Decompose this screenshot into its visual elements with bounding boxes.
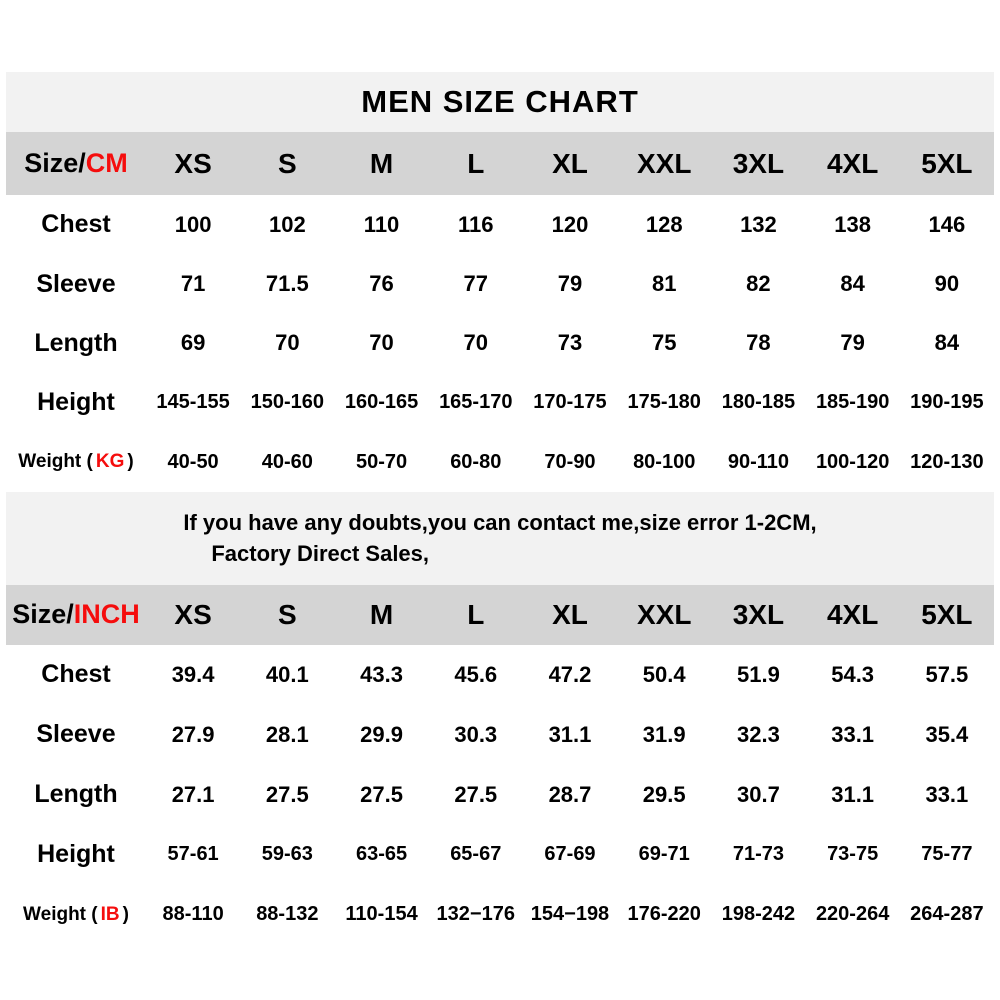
chart-title-band [6, 72, 994, 132]
table-cell: 50-70 [355, 450, 408, 473]
ib-unit-label: IB [100, 903, 120, 925]
table-cell: 165-170 [439, 391, 513, 414]
table-cell: 57.5 [925, 661, 969, 687]
table-row-height-inch [6, 825, 994, 885]
table-cell: 220-264 [815, 903, 890, 926]
column-header-xl: XL [523, 132, 617, 195]
table-cell: 40-50 [167, 450, 219, 473]
table-row-chest-cm [6, 195, 994, 254]
column-header-3xl: 3XL [711, 132, 805, 195]
row-label-weight-ib [6, 885, 146, 945]
table-cell: 29.5 [642, 781, 686, 807]
table-cell: 50.4 [642, 661, 686, 687]
row-label-sleeve: Sleeve [36, 269, 116, 298]
table-cell: 175-180 [627, 391, 701, 414]
table-cell: 71.5 [265, 271, 309, 297]
table-cell: 84 [840, 271, 865, 297]
table-row-weight-ib [6, 885, 994, 945]
table-cell: 264-287 [910, 903, 984, 926]
column-header-xxl: XXL [617, 585, 711, 645]
table-cell: 160-165 [344, 391, 419, 414]
table-cell: 100-120 [815, 450, 890, 473]
table-cell: 170-175 [533, 391, 607, 414]
column-header-5xl: 5XL [900, 132, 994, 195]
table-cell: 43.3 [360, 661, 403, 687]
table-cell: 120 [551, 211, 589, 237]
inch-unit-header [6, 585, 146, 645]
column-header-xxl: XXL [617, 132, 711, 195]
table-row-chest-inch [6, 645, 994, 705]
table-cell: 27.9 [171, 721, 215, 747]
table-cell: 79 [557, 271, 583, 297]
table-cell: 82 [746, 271, 771, 297]
table-cell: 63-65 [355, 843, 408, 866]
table-cell: 185-190 [815, 391, 890, 414]
table-cell: 71 [180, 271, 206, 297]
table-cell: 65-67 [450, 843, 502, 866]
column-header-l: L [429, 585, 523, 645]
column-header-m: M [334, 585, 428, 645]
table-cell: 150-160 [250, 391, 325, 414]
table-cell: 138 [834, 211, 871, 237]
table-cell: 47.2 [548, 661, 592, 687]
table-cell: 54.3 [831, 661, 875, 687]
weight-label-text: Weight ( [18, 451, 93, 473]
cm-unit-header [6, 132, 146, 195]
page-title: MEN SIZE CHART [361, 84, 639, 119]
row-label-weight-kg [6, 433, 146, 492]
table-cell: 110 [363, 211, 400, 237]
column-header-5xl: 5XL [900, 585, 994, 645]
inch-header-row [6, 585, 994, 645]
table-cell: 132−176 [436, 903, 515, 926]
table-cell: 30.7 [737, 781, 780, 807]
column-header-s: S [240, 585, 334, 645]
table-cell: 81 [651, 271, 677, 297]
row-label-height: Height [37, 388, 115, 417]
row-label-sleeve: Sleeve [36, 720, 116, 749]
note-line-2: Factory Direct Sales, [211, 541, 430, 567]
table-cell: 190-195 [910, 391, 984, 414]
row-label-height: Height [37, 840, 115, 869]
table-cell: 31.1 [548, 721, 592, 747]
table-cell: 84 [934, 330, 960, 356]
table-cell: 110-154 [345, 903, 418, 926]
table-cell: 27.5 [265, 781, 309, 807]
table-cell: 59-63 [261, 843, 313, 866]
table-cell: 132 [740, 211, 777, 237]
table-cell: 180-185 [721, 391, 796, 414]
table-cell: 39.4 [171, 661, 215, 687]
column-header-xs: XS [146, 585, 240, 645]
table-cell: 60-80 [450, 450, 502, 473]
table-cell: 80-100 [633, 450, 696, 473]
top-margin [0, 0, 1000, 72]
table-row-length-inch [6, 765, 994, 825]
inch-size-table [6, 585, 994, 945]
column-header-4xl: 4XL [806, 132, 900, 195]
size-label-text: Size/ [12, 599, 74, 630]
table-cell: 90-110 [727, 450, 789, 473]
row-label-length: Length [34, 328, 118, 357]
column-header-m: M [334, 132, 428, 195]
table-cell: 176-220 [627, 903, 701, 926]
table-cell: 71-73 [732, 843, 784, 866]
note-band [6, 492, 994, 585]
table-cell: 28.7 [548, 781, 592, 807]
table-cell: 128 [645, 211, 683, 237]
weight-label-close: ) [122, 903, 129, 925]
table-row-sleeve-inch [6, 705, 994, 765]
table-cell: 77 [463, 271, 488, 297]
table-cell: 51.9 [737, 661, 780, 687]
table-cell: 29.9 [360, 721, 403, 747]
table-cell: 67-69 [544, 843, 596, 866]
table-cell: 116 [458, 211, 494, 237]
table-cell: 27.5 [454, 781, 498, 807]
table-cell: 75-77 [921, 843, 973, 866]
table-row-height-cm [6, 373, 994, 432]
table-cell: 31.9 [642, 721, 686, 747]
cm-header-row [6, 132, 994, 195]
kg-unit-label: KG [95, 451, 125, 473]
table-cell: 145-155 [156, 391, 230, 414]
table-cell: 79 [840, 330, 865, 356]
table-cell: 28.1 [265, 721, 309, 747]
table-cell: 73-75 [827, 843, 879, 866]
table-cell: 70 [275, 330, 300, 356]
note-line-1: If you have any doubts,you can contact me,size error 1-2CM, [183, 510, 817, 536]
table-cell: 33.1 [831, 721, 875, 747]
table-cell: 100 [174, 211, 212, 237]
cm-unit-label: CM [85, 148, 128, 178]
table-cell: 27.1 [171, 781, 215, 807]
table-cell: 45.6 [454, 661, 498, 687]
table-cell: 32.3 [737, 721, 780, 747]
column-header-xs: XS [146, 132, 240, 195]
row-label-chest: Chest [41, 660, 111, 689]
table-row-sleeve-cm [6, 254, 994, 313]
table-cell: 90 [934, 271, 960, 297]
row-label-length: Length [34, 780, 118, 809]
table-cell: 146 [928, 211, 966, 237]
table-cell: 70-90 [544, 450, 596, 473]
table-cell: 88-110 [162, 903, 224, 926]
size-label-text: Size/ [24, 148, 86, 178]
table-cell: 40.1 [265, 661, 309, 687]
column-header-s: S [240, 132, 334, 195]
weight-label-close: ) [127, 451, 134, 473]
table-cell: 73 [557, 330, 583, 356]
column-header-xl: XL [523, 585, 617, 645]
column-header-l: L [429, 132, 523, 195]
table-cell: 76 [369, 271, 394, 297]
column-header-3xl: 3XL [711, 585, 805, 645]
row-label-chest: Chest [41, 210, 111, 239]
table-cell: 57-61 [167, 843, 219, 866]
table-row-weight-kg [6, 433, 994, 492]
note-text-block [183, 507, 816, 569]
weight-label-text: Weight ( [23, 903, 98, 925]
column-header-4xl: 4XL [806, 585, 900, 645]
table-cell: 35.4 [925, 721, 969, 747]
table-cell: 102 [268, 211, 306, 237]
table-cell: 69-71 [638, 843, 690, 866]
table-cell: 78 [746, 330, 771, 356]
table-cell: 70 [369, 330, 394, 356]
table-cell: 33.1 [925, 781, 969, 807]
table-cell: 70 [463, 330, 488, 356]
table-cell: 120-130 [910, 450, 984, 473]
table-cell: 198-242 [721, 903, 796, 926]
table-cell: 154−198 [530, 903, 610, 926]
inch-unit-label: INCH [73, 599, 140, 630]
table-cell: 30.3 [454, 721, 498, 747]
table-cell: 31.1 [831, 781, 875, 807]
cm-size-table [6, 132, 994, 492]
table-cell: 27.5 [360, 781, 403, 807]
table-cell: 40-60 [261, 450, 313, 473]
table-cell: 69 [180, 330, 206, 356]
table-row-length-cm [6, 314, 994, 373]
table-cell: 75 [651, 330, 677, 356]
table-cell: 88-132 [256, 903, 319, 926]
